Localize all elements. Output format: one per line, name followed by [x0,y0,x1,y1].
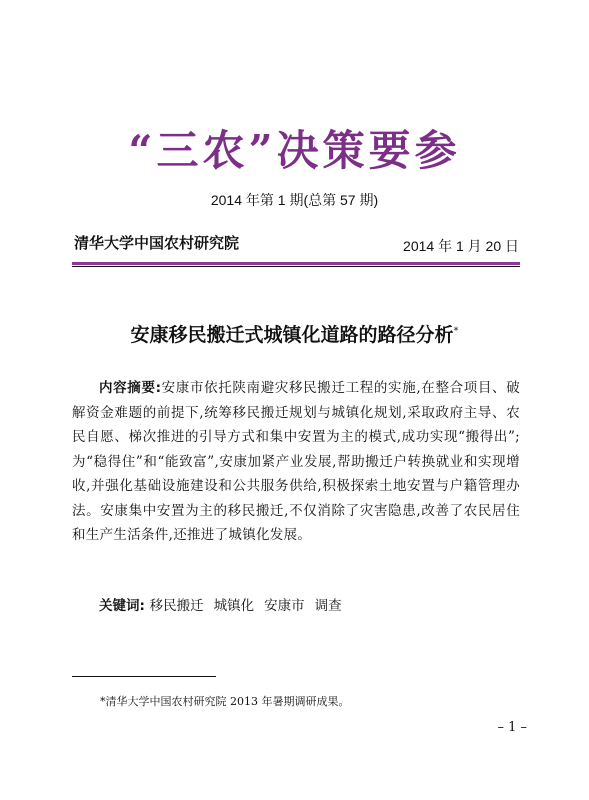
issue-number: 2014 年第 1 期(总第 57 期) [210,192,379,208]
keyword: 城镇化 [213,598,255,614]
keywords-colon: : [139,598,150,614]
publication-date: 2014 年 1 月 20 日 [403,238,519,254]
header-rule [72,266,520,267]
header-rule-accent [72,262,520,265]
title-footnote-mark: * [453,325,459,337]
article-title-text: 安康移民搬迁式城镇化道路的路径分析 [130,324,454,346]
masthead-title: “三农”决策要参 [128,126,461,175]
page-number: – 1 – [497,720,527,735]
abstract-colon: : [155,380,162,396]
keyword: 调查 [314,598,342,614]
abstract-label: 内容摘要 [99,380,156,396]
abstract-paragraph [72,376,520,548]
keyword: 安康市 [264,598,305,614]
article-title [0,320,589,347]
abstract-text: 安康市依托陕南避灾移民搬迁工程的实施,在整合项目、破解资金难题的前提下,统筹移民搬迁规划与城镇化规划,采取政府主导、农民自愿、梯次推进的引导方式和集中安置为主的模式,成功实现“搬得出”;为“稳得住”和“能致富”,安康加紧产业发展,帮助搬迁户转换就业和实现增收,并强化基础设施建设和公共服务供给,积极探索土地安置与户籍管理办法。安康集中安置为主的移民搬迁,不仅消除了灾害隐患,改善了农民居住和生产生活条件,还推进了城镇化发展。 [72,380,521,543]
footnote-divider [72,676,216,677]
keywords-line [72,594,520,614]
organization-name: 清华大学中国农村研究院 [74,234,240,252]
keyword: 移民搬迁 [149,598,204,614]
footnote: *清华大学中国农村研究院 2013 年暑期调研成果。 [100,695,350,708]
keywords-label: 关键词 [99,598,140,614]
